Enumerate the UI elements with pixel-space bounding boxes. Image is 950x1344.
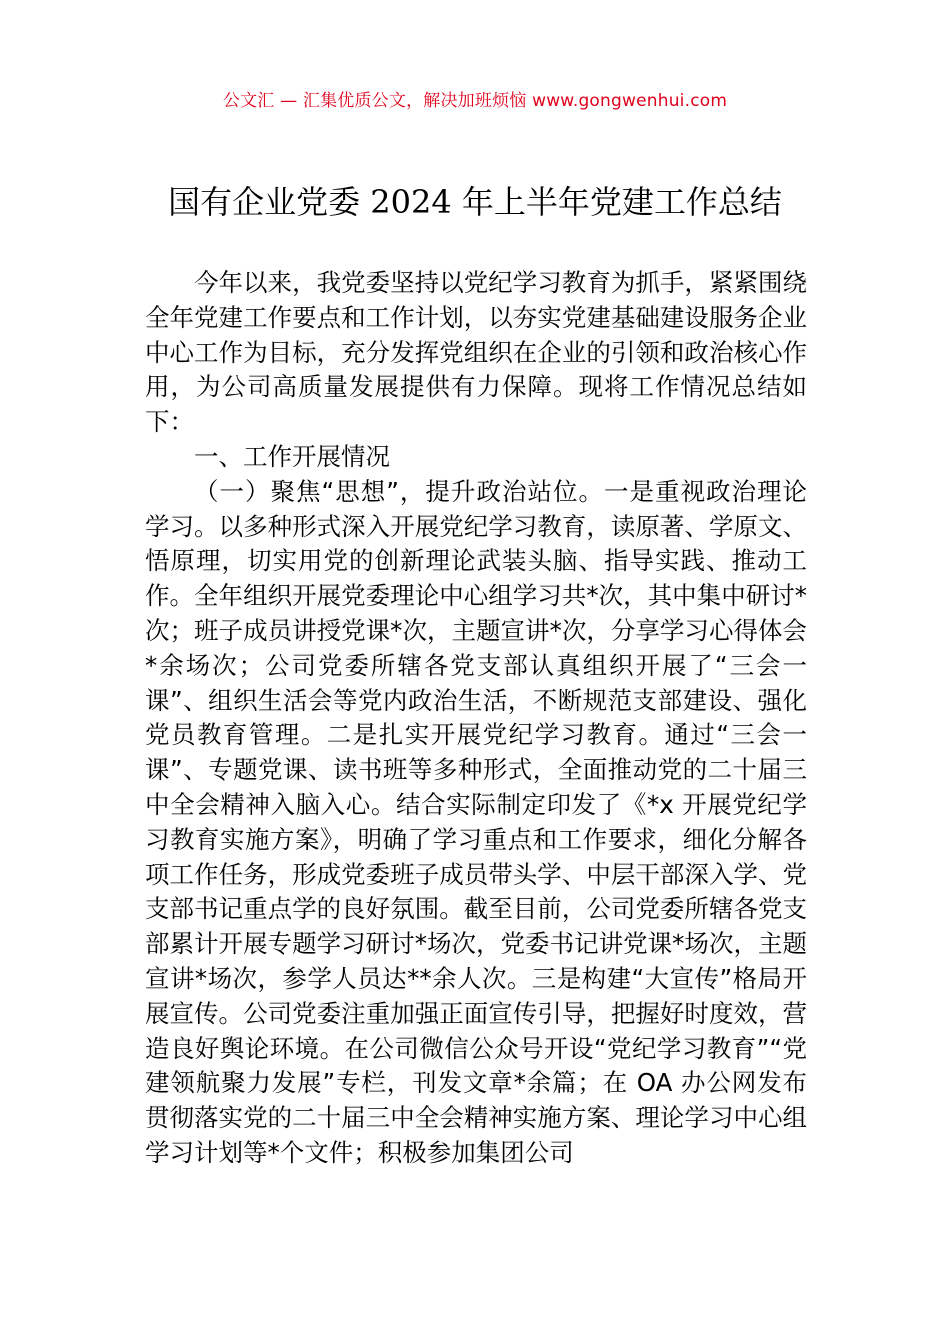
intro-paragraph: 今年以来，我党委坚持以党纪学习教育为抓手，紧紧围绕全年党建工作要点和工作计划，以夯实党建基础建设服务企业中心工作为目标，充分发挥党组织在企业的引领和政治核心作用，为公司高质量发展提供有力保障。现将工作情况总结如下：	[145, 268, 807, 437]
body-paragraph: （一）聚焦“思想”，提升政治站位。一是重视政治理论学习。以多种形式深入开展党纪学习教育，读原著、学原文、悟原理，切实用党的创新理论武装头脑、指导实践、推动工作。全年组织开展党委理论中心组学习共*次，其中集中研讨*次；班子成员讲授党课*次，主题宣讲*次，分享学习心得体会*余场次；公司党委所辖各党支部认真组织开展了“三会一课”、组织生活会等党内政治生活，不断规范支部建设、强化党员教育管理。二是扎实开展党纪学习教育。通过“三会一课”、专题党课、读书班等多种形式，全面推动党的二十届三中全会精神入脑入心。结合实际制定印发了《*x 开展党纪学习教育实施方案》，明确了学习重点和工作要求，细化分解各项工作任务，形成党委班子成员带头学、中层干部深入学、党支部书记重点学的良好氛围。截至目前，公司党委所辖各党支部累计开展专题学习研讨*场次，党委书记讲党课*场次，主题宣讲*场次，参学人员达**余人次。三是构建“大宣传”格局开展宣传。公司党委注重加强正面宣传引导，把握好时度效，营造良好舆论环境。在公司微信公众号开设“党纪学习教育”“党建领航聚力发展”专栏，刊发文章*余篇；在 OA 办公网发布贯彻落实党的二十届三中全会精神实施方案、理论学习中心组学习计划等*个文件；积极参加集团公司	[145, 476, 807, 1167]
document-title: 国有企业党委 2024 年上半年党建工作总结	[168, 183, 782, 221]
document-body	[145, 266, 807, 1171]
watermark-header[interactable]: 公文汇 — 汇集优质公文，解决加班烦恼 www.gongwenhui.com	[222, 91, 728, 111]
section-heading: 一、工作开展情况	[194, 441, 390, 471]
